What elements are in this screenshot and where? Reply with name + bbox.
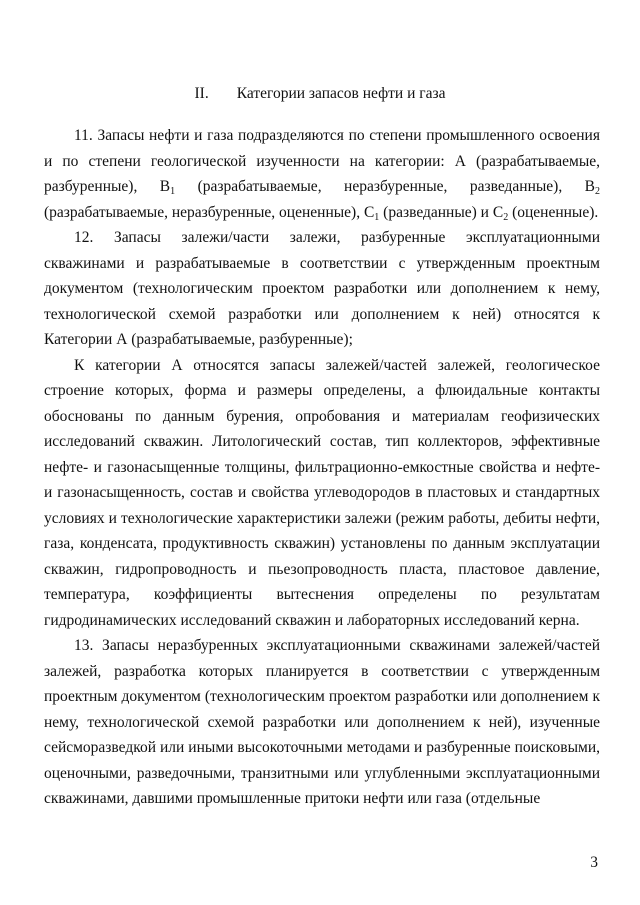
paragraph-11 <box>44 123 600 225</box>
text-run: (оцененные). <box>508 203 599 221</box>
section-heading <box>0 84 640 104</box>
paragraph-12-category-a <box>44 353 600 634</box>
subscript-index: 1 <box>170 186 176 197</box>
text-run: К категории А относятся запасы залежей/частей залежей, геологическое строение которых, форма и размеры определены, а флюидальные контакты обоснованы по данным бурения, опробования и материалам геофизических исследований скважин. Литологический состав, тип коллекторов, эффективные нефте- и газонасыщенные толщины, фильтрационно-емкостные свойства и нефте- и газонасыщенность, состав и свойства углеводородов в пластовых и стандартных условиях и технологические характеристики залежи (режим работы, дебиты нефти, газа, конденсата, продуктивность скважин) установлены по данным эксплуатации скважин, гидропроводность и пьезопроводность пласта, пластовое давление, температура, коэффициенты вытеснения определены по результатам гидродинамических исследований скважин и лабораторных исследований керна. <box>44 356 600 629</box>
text-run: 12. Запасы залежи/части залежи, разбуренные эксплуатационными скважинами и разрабатываемые в соответствии с утвержденным проектным документом (технологическим проектом разработки или дополнением к нему, технологической схемой разработки или дополнением к ней) относятся к Категории А (разрабатываемые, разбуренные); <box>44 229 600 348</box>
subscript-index: 2 <box>595 186 600 197</box>
body-text <box>44 123 600 812</box>
page-number: 3 <box>590 854 598 871</box>
text-run: (разведанные) и C <box>379 203 504 221</box>
subscript-index: 2 <box>503 211 509 223</box>
paragraph-13 <box>44 633 600 812</box>
section-number: II. <box>194 85 209 102</box>
text-run: 13. Запасы неразбуренных эксплуатационными скважинами залежей/частей залежей, разработка которых планируется в соответствии с утвержденным проектным документом (технологическим проектом разработки или дополнением к нему, технологической схемой разработки или дополнением к ней), изученные сейсморазведкой или иными высокоточными методами и разбуренные поисковыми, оценочными, разведочными, транзитными или углубленными эксплуатационными скважинами, давшими промышленные притоки нефти или газа (отдельные <box>44 637 600 807</box>
text-run: (разрабатываемые, неразбуренные, оцененные), C <box>44 203 375 221</box>
paragraph-12 <box>44 225 600 353</box>
subscript-index: 1 <box>374 211 380 223</box>
section-title: Категории запасов нефти и газа <box>236 85 446 102</box>
text-run: (разрабатываемые, неразбуренные, разведанные), B <box>175 178 595 195</box>
text-run: 11. Запасы нефти и газа подразделяются по степени промышленного освоения и по степени геологической изученности на категории: А (разрабатываемые, разбуренные), B <box>44 127 600 195</box>
